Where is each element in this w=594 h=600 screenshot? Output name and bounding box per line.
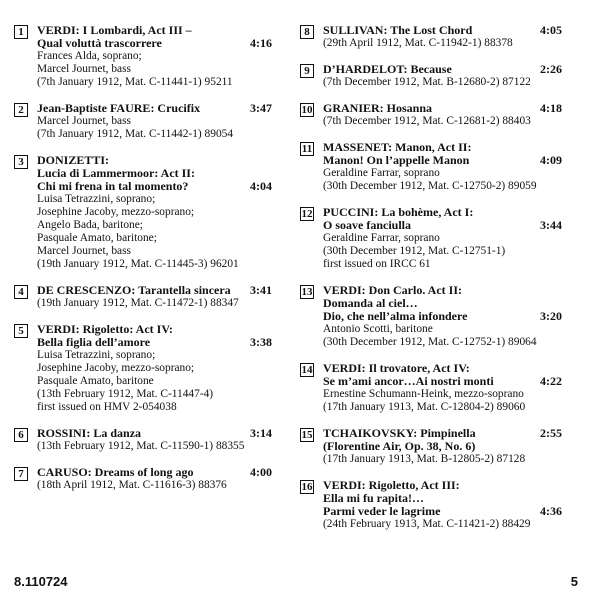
track-entry <box>14 466 272 492</box>
track-title-text: SULLIVAN: The Lost Chord <box>323 23 473 37</box>
track-entry <box>14 427 272 453</box>
track-title-line <box>323 154 562 167</box>
track-detail-line: Marcel Journet, bass <box>37 63 131 75</box>
track-title-line <box>323 310 562 323</box>
track-duration: 4:09 <box>540 153 562 167</box>
track-detail-line: Luisa Tetrazzini, soprano; <box>37 349 156 361</box>
track-detail-line: (30th December 1912, Mat. C-12751-1) <box>323 245 506 257</box>
track-detail-line: Pasquale Amato, baritone <box>37 375 154 387</box>
track-number-box: 11 <box>301 143 313 155</box>
track-detail-line: first issued on IRCC 61 <box>323 258 431 270</box>
track-detail-line: (17th January 1913, Mat. B-12805-2) 87128 <box>323 453 526 465</box>
track-title-text: Bella figlia dell’amore <box>37 335 151 349</box>
track-entry <box>300 141 562 193</box>
track-entry <box>300 362 562 414</box>
track-number-box: 8 <box>300 25 314 39</box>
right-column <box>300 24 562 544</box>
track-entry <box>14 24 272 89</box>
track-detail-line: (7th January 1912, Mat. C-11442-1) 89054 <box>37 128 234 140</box>
track-duration: 4:16 <box>250 36 272 50</box>
track-entry <box>14 102 272 141</box>
track-entry <box>300 63 562 89</box>
track-number-box: 5 <box>14 324 28 338</box>
track-detail-line: Frances Alda, soprano; <box>37 50 142 62</box>
track-entry <box>300 102 562 128</box>
track-duration: 4:18 <box>540 101 562 115</box>
track-number-box: 13 <box>301 286 313 298</box>
track-detail-line: (30th December 1912, Mat. C-12752-1) 89064 <box>323 336 537 348</box>
track-title-text: ROSSINI: La danza <box>37 426 142 440</box>
track-detail-line: Angelo Bada, baritone; <box>37 219 143 231</box>
track-duration: 4:00 <box>250 465 272 479</box>
track-number-box: 15 <box>301 429 313 441</box>
track-title-text: (Florentine Air, Op. 38, No. 6) <box>323 439 476 453</box>
track-number-box: 16 <box>301 481 313 493</box>
track-duration: 4:05 <box>540 23 562 37</box>
track-title-line <box>323 102 562 115</box>
track-title-text: PUCCINI: La bohème, Act I: <box>323 205 474 219</box>
track-duration: 3:44 <box>540 218 562 232</box>
track-entry <box>300 479 562 531</box>
track-detail-line: Antonio Scotti, baritone <box>323 323 433 335</box>
track-title-text: VERDI: Don Carlo. Act II: <box>323 283 462 297</box>
catalog-number: 8.110724 <box>14 574 68 589</box>
track-title-line <box>323 427 562 440</box>
track-title-line <box>37 102 272 115</box>
track-duration: 4:22 <box>540 374 562 388</box>
track-number-box: 4 <box>14 285 28 299</box>
track-title-line <box>37 427 272 440</box>
track-title-line <box>323 375 562 388</box>
track-number-box: 1 <box>14 25 28 39</box>
track-title-text: DONIZETTI: <box>37 153 110 167</box>
track-detail-line: (13th February 1912, Mat. C-11590-1) 88355 <box>37 440 245 452</box>
track-title-line <box>323 219 562 232</box>
track-detail-line: Marcel Journet, bass <box>37 115 131 127</box>
track-entry <box>14 154 272 271</box>
track-detail-line: Marcel Journet, bass <box>37 245 131 257</box>
track-title-text: Chi mi frena in tal momento? <box>37 179 189 193</box>
track-detail-line: Pasquale Amato, baritone; <box>37 232 157 244</box>
track-title-text: MASSENET: Manon, Act II: <box>323 140 472 154</box>
track-number-box: 3 <box>14 155 28 169</box>
track-duration: 3:47 <box>250 101 272 115</box>
track-entry <box>300 427 562 466</box>
track-title-text: Dio, che nell’alma infondere <box>323 309 468 323</box>
track-detail-line: Ernestine Schumann-Heink, mezzo-soprano <box>323 388 524 400</box>
track-title-line <box>323 63 562 76</box>
track-detail-line: (7th December 1912, Mat. C-12681-2) 88403 <box>323 115 531 127</box>
track-detail-line: first issued on HMV 2-054038 <box>37 401 177 413</box>
track-detail-line: (18th April 1912, Mat. C-11616-3) 88376 <box>37 479 227 491</box>
track-number-box: 14 <box>301 364 313 376</box>
track-duration: 3:14 <box>250 426 272 440</box>
track-number-box: 10 <box>301 104 313 116</box>
track-title-text: Manon! On l’appelle Manon <box>323 153 470 167</box>
track-number-box: 7 <box>14 467 28 481</box>
track-title-text: Qual voluttà trascorrere <box>37 36 162 50</box>
track-title-text: Lucia di Lammermoor: Act II: <box>37 166 195 180</box>
track-detail-line: (24th February 1913, Mat. C-11421-2) 88429 <box>323 518 531 530</box>
track-title-text: CARUSO: Dreams of long ago <box>37 465 194 479</box>
track-title-text: Se m’ami ancor…Ai nostri monti <box>323 374 494 388</box>
track-duration: 3:41 <box>250 283 272 297</box>
track-duration: 2:26 <box>540 62 562 76</box>
track-detail-line: (7th December 1912, Mat. B-12680-2) 87122 <box>323 76 531 88</box>
track-entry <box>14 284 272 310</box>
track-detail-line: (19th January 1912, Mat. C-11445-3) 96201 <box>37 258 239 270</box>
track-title-line <box>323 440 562 453</box>
track-title-text: Parmi veder le lagrime <box>323 504 441 518</box>
track-detail-line: (29th April 1912, Mat. C-11942-1) 88378 <box>323 37 513 49</box>
track-title-text: VERDI: Il trovatore, Act IV: <box>323 361 470 375</box>
track-duration: 3:20 <box>540 309 562 323</box>
track-entry <box>300 284 562 349</box>
track-number-box: 9 <box>300 64 314 78</box>
track-title-line <box>323 505 562 518</box>
track-detail-line: Josephine Jacoby, mezzo-soprano; <box>37 362 195 374</box>
track-detail-line: Geraldine Farrar, soprano <box>323 167 440 179</box>
track-entry <box>14 323 272 414</box>
track-detail-line: Josephine Jacoby, mezzo-soprano; <box>37 206 195 218</box>
track-detail-line: Geraldine Farrar, soprano <box>323 232 440 244</box>
track-title-line <box>37 37 272 50</box>
track-duration: 4:04 <box>250 179 272 193</box>
track-number-box: 6 <box>14 428 28 442</box>
track-title-text: Ella mi fu rapita!… <box>323 491 424 505</box>
track-title-line <box>323 24 562 37</box>
track-detail-line: (7th January 1912, Mat. C-11441-1) 95211 <box>37 76 233 88</box>
track-title-text: O soave fanciulla <box>323 218 412 232</box>
track-title-text: Jean-Baptiste FAURE: Crucifix <box>37 101 201 115</box>
track-title-text: VERDI: Rigoletto, Act III: <box>323 478 460 492</box>
track-detail-line: (13th February 1912, Mat. C-11447-4) <box>37 388 214 400</box>
track-title-text: DE CRESCENZO: Tarantella sincera <box>37 283 231 297</box>
track-number-box: 12 <box>301 208 313 220</box>
track-title-line <box>37 336 272 349</box>
track-detail-line: (17th January 1913, Mat. C-12804-2) 89060 <box>323 401 526 413</box>
track-entry <box>300 206 562 271</box>
track-duration: 2:55 <box>540 426 562 440</box>
left-column <box>14 24 272 505</box>
track-detail-line: (19th January 1912, Mat. C-11472-1) 88347 <box>37 297 239 309</box>
track-detail-line: (30th December 1912, Mat. C-12750-2) 89059 <box>323 180 537 192</box>
track-title-text: VERDI: I Lombardi, Act III – <box>37 23 192 37</box>
track-title-text: TCHAIKOVSKY: Pimpinella <box>323 426 476 440</box>
track-title-text: GRANIER: Hosanna <box>323 101 433 115</box>
page-number: 5 <box>570 574 578 589</box>
track-number-box: 2 <box>14 103 28 117</box>
track-entry <box>300 24 562 50</box>
track-title-text: Domanda al ciel… <box>323 296 418 310</box>
track-title-text: D’HARDELOT: Because <box>323 62 452 76</box>
track-title-text: VERDI: Rigoletto: Act IV: <box>37 322 173 336</box>
track-detail-line: Luisa Tetrazzini, soprano; <box>37 193 156 205</box>
track-duration: 4:36 <box>540 504 562 518</box>
track-title-line <box>37 284 272 297</box>
track-duration: 3:38 <box>250 335 272 349</box>
track-title-line <box>37 180 272 193</box>
track-title-line <box>37 466 272 479</box>
